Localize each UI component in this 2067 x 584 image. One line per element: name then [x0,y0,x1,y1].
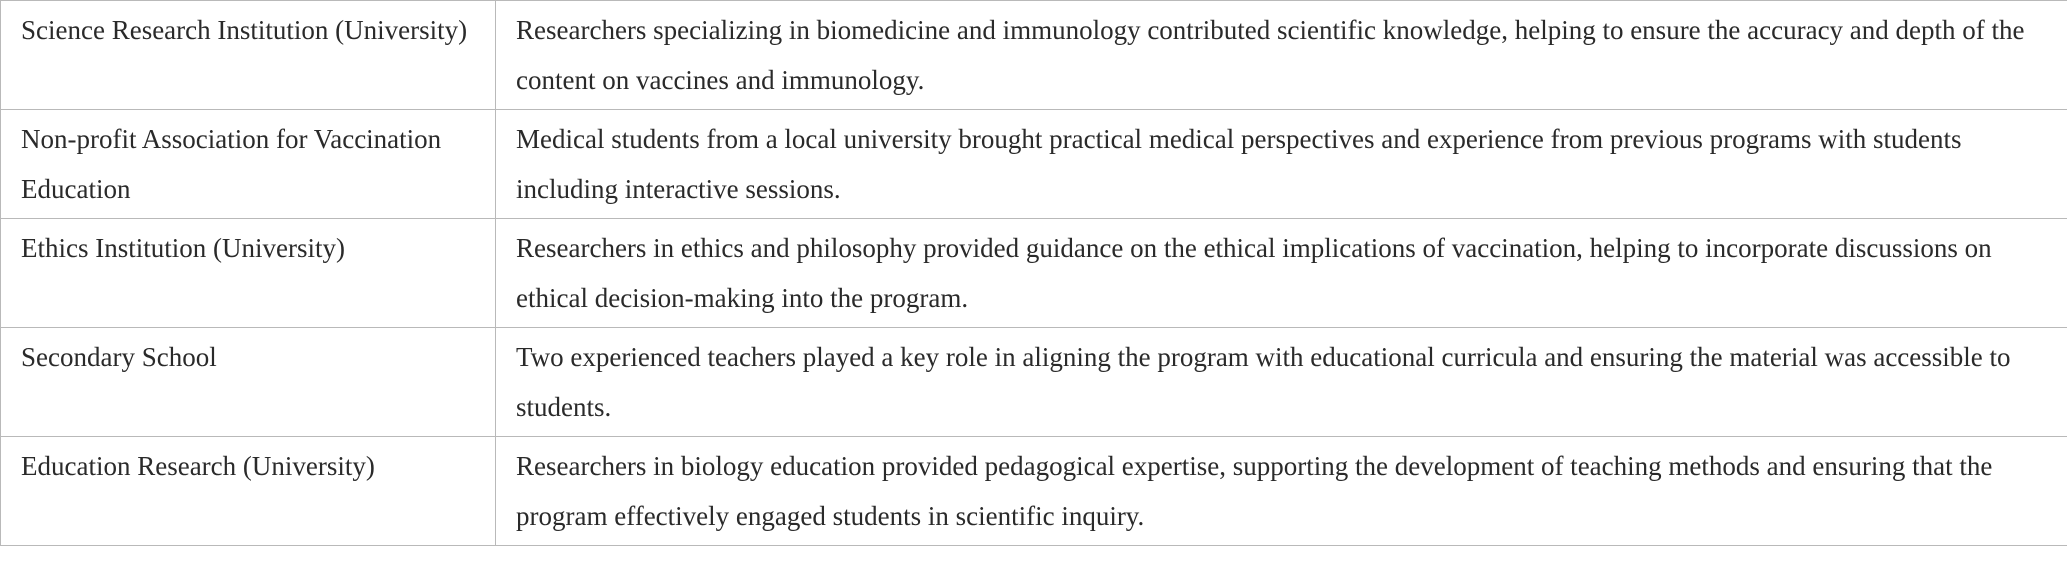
table-row [1,110,2067,219]
partner-name: Non-profit Association for Vaccination Education [21,124,442,204]
contribution-cell [496,328,2067,437]
partner-cell [1,1,496,110]
partner-name: Science Research Institution (University) [21,15,468,45]
partner-cell [1,219,496,328]
contribution-text: Two experienced teachers played a key role in aligning the program with educational curricula and ensuring the material was accessible to students. [516,342,2011,422]
contribution-text: Medical students from a local university brought practical medical perspectives and experience from previous programs with students including interactive sessions. [516,124,1962,204]
contribution-text: Researchers in biology education provided pedagogical expertise, supporting the development of teaching methods and ensuring that the program effectively engaged students in scientific inquiry. [516,451,1993,531]
table-row [1,328,2067,437]
partner-name: Secondary School [21,342,217,372]
table-body [1,1,2067,546]
contribution-text: Researchers specializing in biomedicine and immunology contributed scientific knowledge, helping to ensure the accuracy and depth of the content on vaccines and immunology. [516,15,2025,95]
table-row [1,219,2067,328]
partner-name: Ethics Institution (University) [21,233,345,263]
contribution-cell [496,437,2067,546]
contribution-text: Researchers in ethics and philosophy provided guidance on the ethical implications of vaccination, helping to incorporate discussions on ethical decision-making into the program. [516,233,1992,313]
partner-cell [1,110,496,219]
partner-name: Education Research (University) [21,451,375,481]
contribution-cell [496,110,2067,219]
contribution-cell [496,219,2067,328]
table-row [1,437,2067,546]
partner-cell [1,437,496,546]
table-row [1,1,2067,110]
partner-cell [1,328,496,437]
contribution-cell [496,1,2067,110]
